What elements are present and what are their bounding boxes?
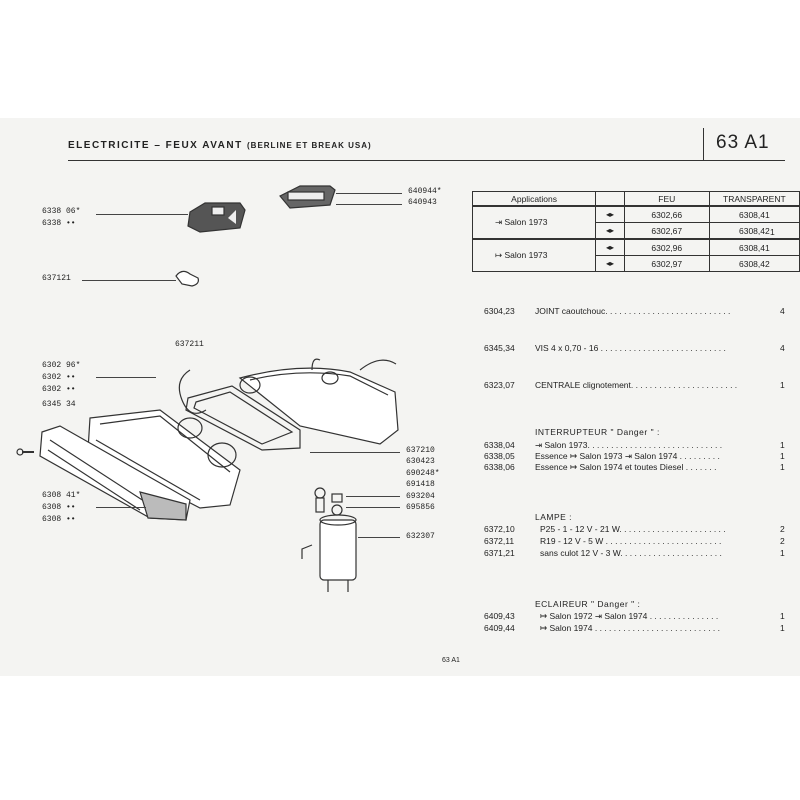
part-desc: JOINT caoutchouc. . . . . . . . . . . . . . . . . . . . . . . . . . .: [535, 306, 731, 316]
label-634534: 6345 34: [42, 400, 76, 409]
label-640943: 640943: [408, 198, 437, 207]
label-6302-a: 6302 ••: [42, 373, 76, 382]
part-code: 6372,10: [484, 524, 515, 534]
label-637121: 637121: [42, 274, 71, 283]
label-6302-b: 6302 ••: [42, 385, 76, 394]
table-cell-trans: 6308,41: [709, 239, 799, 256]
label-630296: 6302 96*: [42, 361, 81, 370]
table-cell-feu: 6302,97: [624, 256, 709, 272]
part-code: 6409,43: [484, 611, 515, 621]
part-code: 6304,23: [484, 306, 515, 316]
part-code: 6409,44: [484, 623, 515, 633]
label-633806: 6338 06*: [42, 207, 81, 216]
table-cell-sym: ◂▸: [596, 239, 625, 256]
table-cell-trans: 6308,42: [709, 256, 799, 272]
table-cell-sym: ◂▸: [596, 206, 625, 223]
part-code: 6372,11: [484, 536, 515, 546]
part-desc: ⇥ Salon 1973. . . . . . . . . . . . . . . . . . . . . . . . . . . . .: [535, 440, 723, 450]
table-cell-trans: 6308,41: [709, 206, 799, 223]
interrupteur-heading: INTERRUPTEUR " Danger " :: [535, 427, 660, 437]
part-desc: Essence ↦ Salon 1974 et toutes Diesel . . . . . . .: [535, 462, 717, 472]
part-qty: 1: [780, 462, 785, 472]
part-code: 6345,34: [484, 343, 515, 353]
part-desc: ↦ Salon 1974 . . . . . . . . . . . . . . . . . . . . . . . . . . .: [540, 623, 721, 633]
part-qty: 4: [780, 306, 785, 316]
part-desc: VIS 4 x 0,70 - 16 . . . . . . . . . . . . . . . . . . . . . . . . . . .: [535, 343, 726, 353]
part-desc: Essence ↦ Salon 1973 ⇥ Salon 1974 . . . . . . . . .: [535, 451, 720, 461]
page-code: 63 A1: [716, 132, 770, 153]
flasher-unit: [320, 520, 356, 580]
part-desc: CENTRALE clignotement. . . . . . . . . . . . . . . . . . . . . . .: [535, 380, 738, 390]
table-cell-sym: ◂▸: [596, 256, 625, 272]
lampe-heading: LAMPE :: [535, 512, 573, 522]
table-cell-app: ⇥ Salon 1973: [473, 206, 596, 239]
label-695856: 695856: [406, 503, 435, 512]
part-qty: 1: [780, 440, 785, 450]
col-transparent: TRANSPARENT: [709, 192, 799, 207]
subtitle-text: (BERLINE ET BREAK USA): [247, 141, 372, 150]
label-630841: 6308 41*: [42, 491, 81, 500]
label-6338-dd: 6338 ••: [42, 219, 76, 228]
eclaireur-heading: ECLAIREUR " Danger " :: [535, 599, 641, 609]
part-code: 6323,07: [484, 380, 515, 390]
part-desc: P25 - 1 - 12 V - 21 W. . . . . . . . . . . . . . . . . . . . . . .: [540, 524, 726, 534]
table-cell-app: ↦ Salon 1973: [473, 239, 596, 272]
label-691418: 691418: [406, 480, 435, 489]
applications-table: [472, 191, 800, 272]
table-cell-trans: 6308,42: [709, 223, 799, 240]
table-qty: 1: [770, 227, 775, 237]
col-applications: Applications: [473, 192, 596, 207]
label-632307: 632307: [406, 532, 435, 541]
part-qty: 1: [780, 548, 785, 558]
table-cell-feu: 6302,67: [624, 223, 709, 240]
label-637211: 637211: [175, 340, 204, 349]
part-qty: 1: [780, 611, 785, 621]
bulb-small: [176, 271, 198, 286]
label-693204: 693204: [406, 492, 435, 501]
title-text: ELECTRICITE – FEUX AVANT: [68, 140, 243, 151]
part-desc: sans culot 12 V - 3 W. . . . . . . . . . . . . . . . . . . . . .: [540, 548, 722, 558]
part-code: 6338,05: [484, 451, 515, 461]
part-code: 6371,21: [484, 548, 515, 558]
part-qty: 1: [780, 451, 785, 461]
col-symbol: [596, 192, 625, 207]
label-6308-a: 6308 ••: [42, 503, 76, 512]
page-footer-code: 63 A1: [442, 657, 460, 664]
table-cell-feu: 6302,66: [624, 206, 709, 223]
table-cell-sym: ◂▸: [596, 223, 625, 240]
part-desc: ↦ Salon 1972 ⇥ Salon 1974 . . . . . . . . . . . . . . .: [540, 611, 719, 621]
label-6308-b: 6308 ••: [42, 515, 76, 524]
part-qty: 2: [780, 524, 785, 534]
part-qty: 1: [780, 623, 785, 633]
part-code: 6338,06: [484, 462, 515, 472]
label-630423: 630423: [406, 457, 435, 466]
label-640944: 640944*: [408, 187, 442, 196]
part-desc: R19 - 12 V - 5 W . . . . . . . . . . . . . . . . . . . . . . . . .: [540, 536, 722, 546]
part-qty: 4: [780, 343, 785, 353]
part-qty: 1: [780, 380, 785, 390]
label-690248: 690248*: [406, 469, 440, 478]
col-feu: FEU: [624, 192, 709, 207]
part-code: 6338,04: [484, 440, 515, 450]
table-cell-feu: 6302,96: [624, 239, 709, 256]
part-qty: 2: [780, 536, 785, 546]
label-637210: 637210: [406, 446, 435, 455]
